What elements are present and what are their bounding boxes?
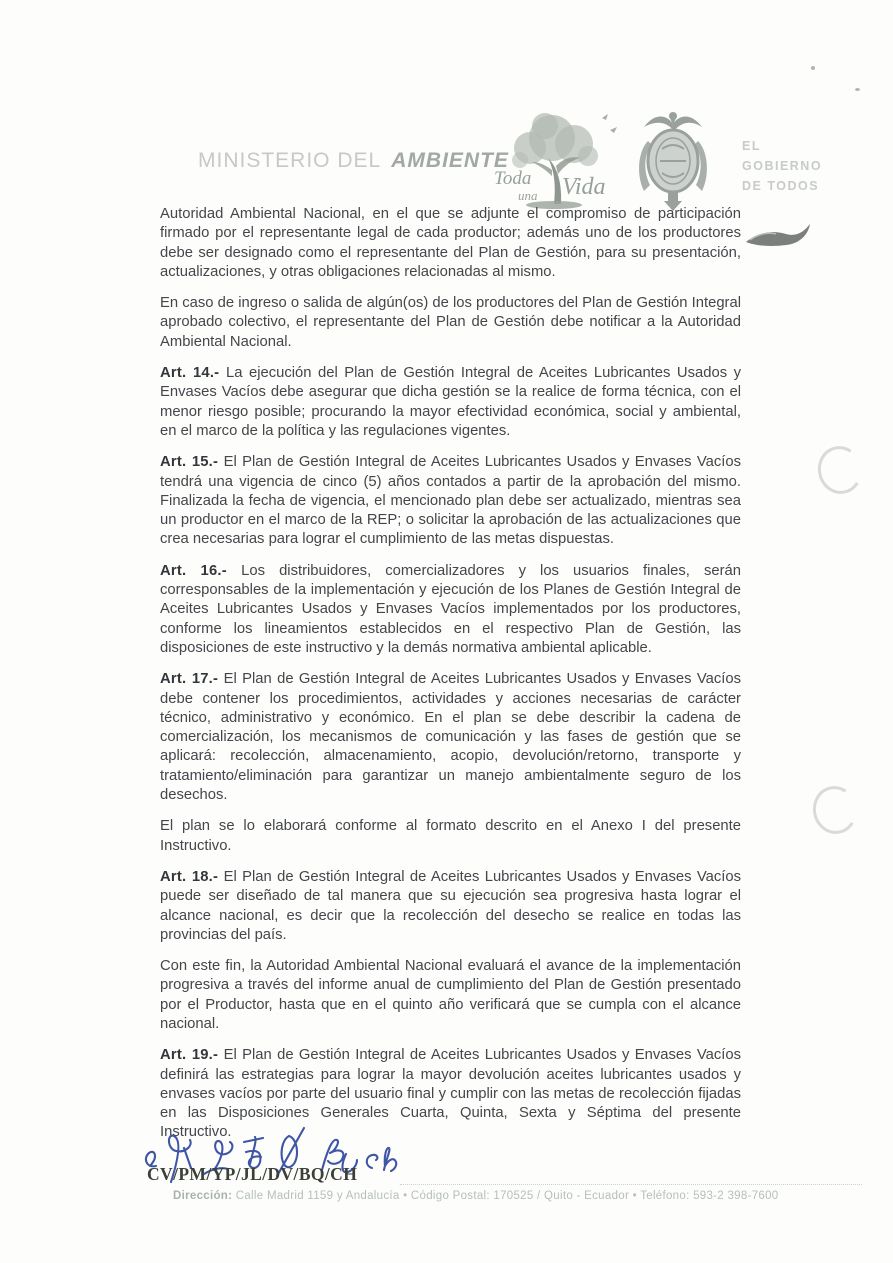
- ecuador-coat-of-arms-icon: [626, 103, 722, 215]
- footer-address: [173, 1190, 778, 1202]
- ministry-logo-bold-text: AMBIENTE: [391, 149, 509, 172]
- toda-una-vida-tree-logo-icon: [490, 108, 628, 210]
- ministry-logo: [198, 149, 509, 173]
- hummingbird-swoosh-icon: [744, 220, 814, 250]
- paragraph: En caso de ingreso o salida de algún(os) de los productores del Plan de Gestión Integral aprobado colectivo, el representante del Plan de Gestión debe notificar a la Autoridad Ambiental Nacional.: [160, 295, 741, 350]
- binder-hole-shadow: [808, 782, 861, 838]
- article-paragraph: Art. 19.- El Plan de Gestión Integral de Aceites Lubricantes Usados y Envases Vacíos definirá las estrategias para lograr la mayor devolución aceites lubricantes usados y envases vacíos por parte del usuario final y cumplir con las metas de recolección fijadas en las Disposiciones Generales Cuarta, Quinta, Sexta y Séptima del presente Instructivo.: [160, 1047, 742, 1141]
- paragraph: Con este fin, la Autoridad Ambiental Nacional evaluará el avance de la implementación progresiva a través del informe anual de cumplimiento del Plan de Gestión presentado por el Productor, hasta que en el quinto año verificará que se cumpla con el alcance nacional.: [160, 958, 741, 1032]
- tree-logo-word-una: una: [518, 188, 538, 203]
- paragraph: El plan se lo elaborará conforme al formato descrito en el Anexo I del presente Instructivo.: [160, 818, 741, 854]
- gobierno-de-todos-logo: [742, 136, 822, 196]
- article-number: Art. 16.-: [160, 562, 242, 579]
- article-number: Art. 18.-: [160, 868, 224, 885]
- article-number: Art. 17.-: [160, 671, 224, 688]
- scan-speck: [811, 66, 815, 70]
- document-body: [160, 205, 741, 1155]
- tree-logo-word-vida: Vida: [562, 174, 606, 200]
- footer-address-text: Calle Madrid 1159 y Andalucía • Código Postal: 170525 / Quito - Ecuador • Teléfono: 593-2 398-7600: [235, 1190, 779, 1202]
- reviewer-initials: CV/PM/YP/JL/DV/BQ/CH: [147, 1164, 358, 1184]
- gobierno-line-3: DE TODOS: [742, 179, 820, 193]
- footer-address-label: Dirección:: [173, 1190, 233, 1202]
- article-number: Art. 19.-: [160, 1047, 224, 1064]
- article-paragraph: Art. 14.- La ejecución del Plan de Gestión Integral de Aceites Lubricantes Usados y Envases Vacíos debe asegurar que dicha gestión se la realice de forma técnica, con el menor riesgo posible; procurando la mayor efectividad económica, social y ambiental, en el marco de la política y las regulaciones vigentes.: [160, 365, 742, 439]
- ministry-logo-light-text: MINISTERIO DEL: [198, 149, 381, 172]
- article-paragraph: Art. 17.- El Plan de Gestión Integral de Aceites Lubricantes Usados y Envases Vacíos debe contener los procedimientos, actividades y acciones necesarias de carácter técnico, administrativo y económico. En el plan se debe describir la cadena de comercialización, los mecanismos de comunicación y las fases de gestión que se aplicará: recolección, almacenamiento, acopio, devolución/retorno, transporte y tratamiento/eliminación para garantizar un manejo ambientalmente seguro de los desechos.: [160, 671, 742, 804]
- article-number: Art. 15.-: [160, 454, 224, 471]
- tree-logo-word-toda: Toda: [494, 168, 532, 189]
- binder-hole-shadow: [813, 442, 866, 498]
- article-paragraph: Art. 15.- El Plan de Gestión Integral de Aceites Lubricantes Usados y Envases Vacíos tendrá una vigencia de cinco (5) años contados a partir de la aprobación del mismo. Finalizada la fecha de vigencia, el mencionado plan debe ser actualizado, mientras sea un productor en el marco de la REP; o solicitar la aprobación de las actualizaciones que crea necesarias para lograr el cumplimiento de las metas dispuestas.: [160, 454, 742, 548]
- article-paragraph: Art. 18.- El Plan de Gestión Integral de Aceites Lubricantes Usados y Envases Vacíos puede ser diseñado de tal manera que su ejecución sea progresiva hasta lograr el alcance nacional, es decir que la recolección del desecho se realice en todas las provincias del país.: [160, 868, 742, 943]
- scan-speck: [855, 88, 860, 91]
- footer-divider: [400, 1184, 862, 1185]
- article-number: Art. 14.-: [160, 365, 227, 382]
- gobierno-line-1: EL: [742, 139, 761, 153]
- gobierno-line-2: GOBIERNO: [742, 159, 823, 173]
- article-paragraph: Art. 16.- Los distribuidores, comercializadores y los usuarios finales, serán corresponsables de la implementación y ejecución de los Planes de Gestión Integral de Aceites Lubricantes Usados y Envases Vacíos implementados por los productores, conforme los lineamientos establecidos en el respectivo Plan de Gestión, las disposiciones de este instructivo y la demás normativa ambiental aplicable.: [160, 562, 742, 656]
- paragraph: Autoridad Ambiental Nacional, en el que se adjunte el compromiso de participación firmado por el representante legal de cada productor; además uno de los productores debe ser designado como el representante del Plan de Gestión, para su presentación, actualizaciones, y otras obligaciones relacionadas al mismo.: [160, 206, 741, 280]
